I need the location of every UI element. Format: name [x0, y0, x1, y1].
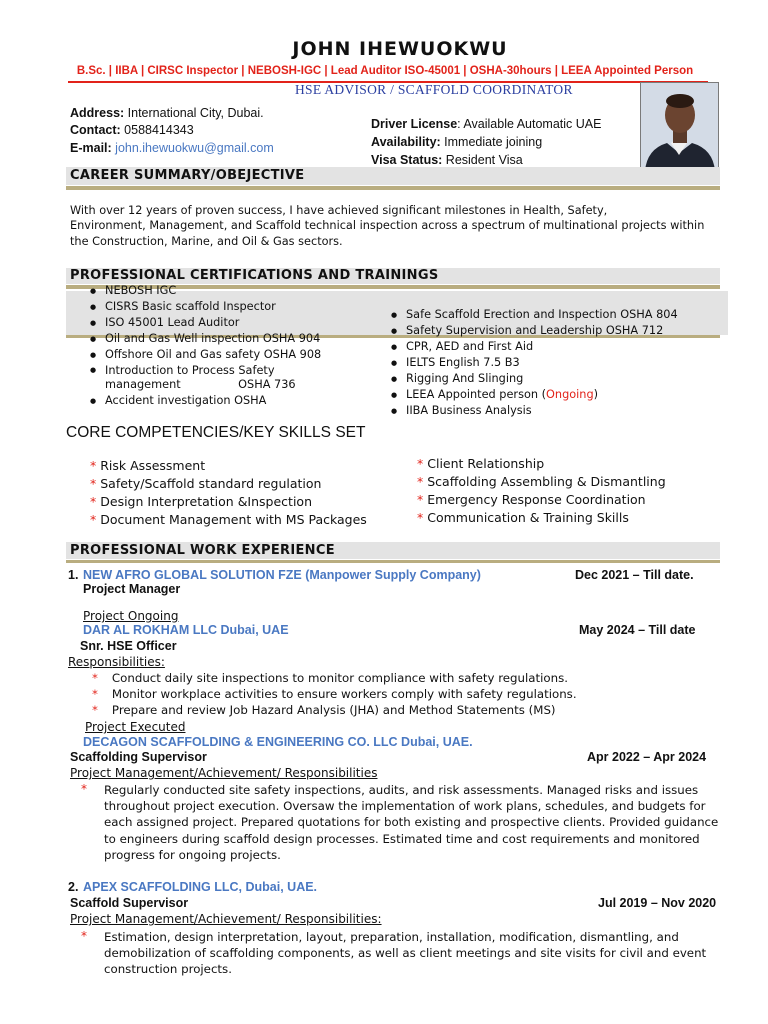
certifications-left-list: [86, 283, 386, 409]
skill-item: * Risk Assessment: [90, 458, 206, 473]
job1-date: Dec 2021 – Till date.: [575, 568, 694, 582]
list-item: * Conduct daily site inspections to monitor compliance with safety regulations.: [92, 671, 569, 685]
list-item: ● Safe Scaffold Erection and Inspection OSHA 804: [387, 307, 727, 323]
bullet-star: *: [81, 782, 87, 796]
summary-divider: [66, 186, 720, 190]
skill-item: * Design Interpretation &Inspection: [90, 494, 312, 509]
role-title: HSE ADVISOR / SCAFFOLD COORDINATOR: [295, 82, 573, 97]
certifications-right-list: [387, 307, 727, 419]
job1-exec-date: Apr 2022 – Apr 2024: [587, 750, 707, 764]
summary-text: With over 12 years of proven success, I have achieved significant milestones in Health, Safety, Environment, Management, and Scaffold technical inspection across a spectrum of multinational projects within the Construction, Marine, and Oil & Gas sectors.: [70, 204, 705, 248]
list-item: ● CISRS Basic scaffold Inspector: [86, 299, 386, 315]
list-item: ● Oil and Gas Well inspection OSHA 904: [86, 331, 386, 347]
experience-title: PROFESSIONAL WORK EXPERIENCE: [70, 543, 335, 558]
profile-photo: [640, 82, 719, 172]
list-item: ● Introduction to Process Safety management OSHA 736: [86, 364, 386, 391]
visa-line: Visa Status: Resident Visa: [371, 153, 523, 167]
skills-left-list: [90, 457, 367, 529]
driver-license-line: Driver License: Available Automatic UAE: [371, 117, 602, 131]
list-item: * Monitor workplace activities to ensure workers comply with safety regulations.: [92, 687, 577, 702]
job2-title: Scaffold Supervisor: [70, 896, 189, 910]
job2-resp-label: Project Management/Achievement/ Responsibilities:: [70, 912, 382, 926]
job1-title: Project Manager: [83, 582, 181, 596]
list-item: ● CPR, AED and First Aid: [387, 339, 727, 355]
email-line: E-mail: john.ihewuokwu@gmail.com: [70, 141, 274, 155]
job1-exec-resp: Regularly conducted site safety inspections, audits, and risk assessments. Managed risks and issues throughout project execution. Oversaw the implementation of work plans, schedules, and budgets for each assigned project. Prepared quotations for both existing and prospective clients. Provided guidance to engineers during scaffold design processes. Estimated time and cost requirements and monitored progress for ongoing projects.: [104, 783, 719, 862]
list-item: ● Offshore Oil and Gas safety OSHA 908: [86, 347, 386, 363]
skills-right-list: [417, 455, 666, 527]
bullet-star: *: [81, 929, 87, 943]
list-item: ● LEEA Appointed person (Ongoing): [387, 387, 727, 403]
job1-exec-company: DECAGON SCAFFOLDING & ENGINEERING CO. LLC Dubai, UAE.: [83, 735, 473, 749]
candidate-name: JOHN IHEWUOKWU: [292, 38, 508, 60]
job1-exec-title: Scaffolding Supervisor: [70, 750, 207, 764]
skill-item: * Document Management with MS Packages: [90, 512, 367, 527]
credentials-line: B.Sc. | IIBA | CIRSC Inspector | NEBOSH-IGC | Lead Auditor ISO-45001 | OSHA-30hours | LEEA Appointed Person: [76, 65, 694, 77]
job1-executed-label: Project Executed: [85, 720, 186, 734]
experience-divider: [66, 560, 720, 563]
contact-line: Contact: 0588414343: [70, 123, 194, 137]
skill-item: * Safety/Scaffold standard regulation: [90, 476, 322, 491]
list-item: ● IELTS English 7.5 B3: [387, 355, 727, 371]
skill-item: * Emergency Response Coordination: [417, 492, 646, 507]
summary-title: CAREER SUMMARY/OBEJECTIVE: [70, 168, 305, 183]
list-item: ● Rigging And Slinging: [387, 371, 727, 387]
list-item: ● Accident investigation OSHA: [86, 393, 386, 409]
list-item: ● NEBOSH IGC: [86, 283, 386, 299]
job2-date: Jul 2019 – Nov 2020: [598, 896, 717, 910]
list-item: ● ISO 45001 Lead Auditor: [86, 315, 386, 331]
job1-resp-list: [92, 670, 577, 719]
list-item: ● Safety Supervision and Leadership OSHA 712: [387, 323, 727, 339]
job1-sub-date: May 2024 – Till date: [579, 623, 696, 637]
list-item: * Prepare and review Job Hazard Analysis (JHA) and Method Statements (MS): [92, 703, 556, 718]
skill-item: * Communication & Training Skills: [417, 510, 629, 525]
job1-company: NEW AFRO GLOBAL SOLUTION FZE (Manpower Supply Company): [83, 568, 481, 582]
job1-resp-label: Responsibilities:: [68, 655, 165, 669]
job1-number: 1.: [68, 568, 79, 582]
list-item: ● IIBA Business Analysis: [387, 403, 727, 419]
job2-company: APEX SCAFFOLDING LLC, Dubai, UAE.: [83, 880, 318, 894]
job1-ongoing-label: Project Ongoing: [83, 609, 179, 623]
job1-sub-company: DAR AL ROKHAM LLC Dubai, UAE: [83, 623, 289, 637]
address-line: Address: International City, Dubai.: [70, 106, 264, 120]
ongoing-status: Ongoing: [546, 388, 594, 401]
email-link[interactable]: john.ihewuokwu@gmail.com: [115, 141, 274, 155]
skills-title: CORE COMPETENCIES/KEY SKILLS SET: [66, 424, 366, 441]
job1-exec-resp-label: Project Management/Achievement/ Responsibilities: [70, 766, 378, 780]
availability-line: Availability: Immediate joining: [371, 135, 543, 149]
job2-number: 2.: [68, 880, 79, 894]
skill-item: * Client Relationship: [417, 456, 545, 471]
certifications-title: PROFESSIONAL CERTIFICATIONS AND TRAININGS: [70, 268, 439, 283]
job1-sub-title: Snr. HSE Officer: [80, 639, 177, 653]
job2-resp: Estimation, design interpretation, layout, preparation, installation, modification, dismantling, and demobilization of scaffolding components, as well as client meetings and site visits for civil and event construction projects.: [104, 930, 707, 977]
skill-item: * Scaffolding Assembling & Dismantling: [417, 474, 666, 489]
